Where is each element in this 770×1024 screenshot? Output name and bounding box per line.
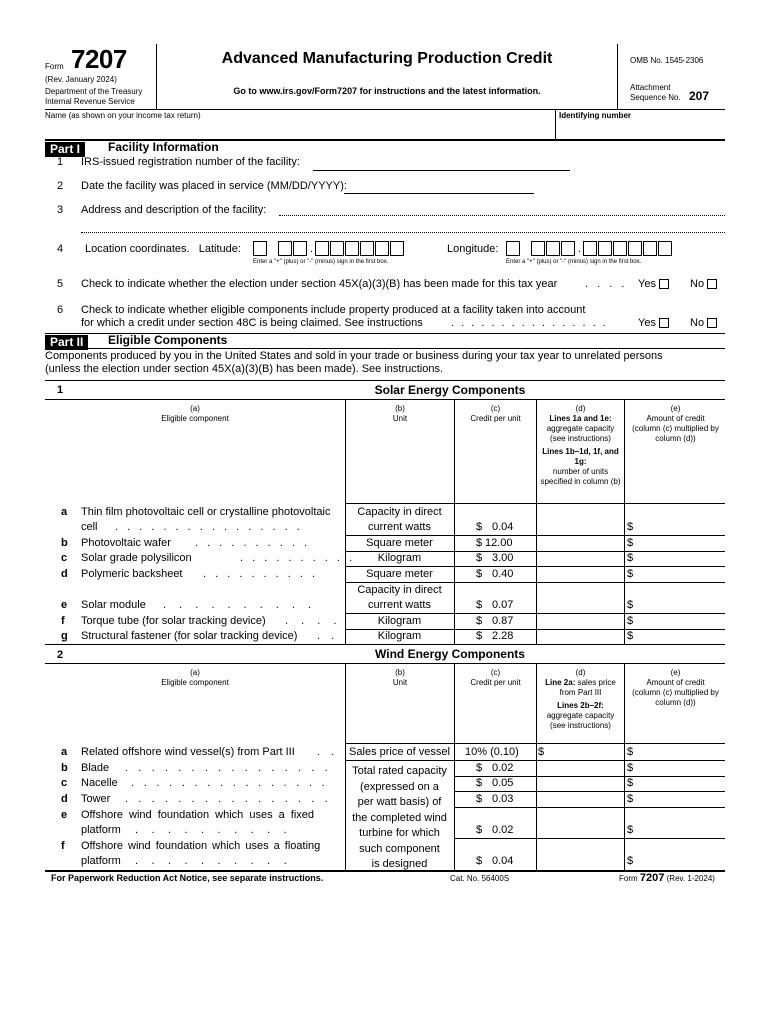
dot-leader: . . . . . . . . . . [135,824,292,836]
dollar-sign: $ [476,615,483,627]
line6-text-cont: for which a credit under section 48C is being claimed. See instructions [81,317,423,329]
col-a-text: (a) Eligible component [161,404,229,423]
col-e-label: (e) [670,404,681,413]
footer-form-number: 7207 [639,872,665,884]
col-a-text: (a) Eligible component [161,668,229,687]
dollar-sign: $ [476,552,483,564]
solar-row-a-credit: 0.04 [492,521,514,533]
yes-label: Yes [638,278,656,290]
no-label: No [690,317,705,329]
unit-line: is designed [371,858,428,870]
footer-form-id [619,872,715,884]
dot-leader: . . . . [285,615,342,627]
row-letter: f [61,615,65,627]
solar-row-c-text: Solar grade polysilicon [81,552,192,564]
row-letter: a [61,746,68,758]
registration-number-field[interactable] [313,170,570,171]
name-row [45,110,725,140]
revision-date: (Rev. January 2024) [45,75,117,84]
latitude-digit[interactable] [360,241,374,256]
dollar-sign: $ [476,777,483,789]
name-field[interactable] [45,121,553,139]
sequence-number: 207 [689,89,710,103]
col-b-text: (b) Unit [392,668,408,687]
solar-row-c-col-d-field[interactable] [537,551,623,566]
solar-row-b-col-e-field[interactable] [635,536,725,551]
wind-row-a-text: Related offshore wind vessel(s) from Part III [81,746,295,758]
wind-row-c-col-d-field[interactable] [537,776,623,791]
solar-row-f-credit: 0.87 [492,615,514,627]
longitude-digit[interactable] [613,241,627,256]
row-letter: e [61,809,68,821]
col-b-text: (b) Unit [392,404,408,423]
col-d-line1: Line 2a: [545,678,576,687]
dollar-sign: $ [476,855,483,867]
dollar-sign: $ [476,599,483,611]
part2-label: Part II [45,335,88,350]
longitude-boxes[interactable]: . [506,240,673,258]
dollar-sign: $ [627,746,634,758]
col-c-text: (c) Credit per unit [470,668,521,687]
dollar-sign: $ [476,537,483,549]
dollar-sign: $ [627,777,634,789]
placed-in-service-date-field[interactable] [344,193,534,194]
wind-row-e-text: Offshore wind foundation which uses a fixed [81,809,315,821]
col-d-desc1: aggregate capacity (see instructions) [546,424,615,443]
dollar-sign: $ [627,824,634,836]
row-letter: a [61,506,68,518]
dot-leader: . . . . . . . . . . [135,855,292,867]
dollar-sign: $ [627,568,634,580]
department: Department of the Treasury [45,87,143,96]
form-word: Form [45,62,64,71]
footer-form-word: Form [619,874,638,883]
wind-row-e-credit: 0.02 [492,824,514,836]
part2-title: Eligible Components [108,333,228,347]
solar-row-f-col-e-field[interactable] [635,614,725,629]
solar-row-a-col-e-field[interactable] [635,520,725,535]
solar-row-e-col-e-field[interactable] [635,598,725,613]
solar-row-g-credit: 2.28 [492,630,514,642]
form-id-block [45,44,157,110]
solar-row-a-unit: Capacity in direct [357,506,442,518]
attachment-label: Attachment [630,83,671,92]
solar-row-a-text2: cell [81,521,98,533]
line2-text: Date the facility was placed in service (MM/DD/YYYY): [81,180,347,192]
wind-col-c-header [456,668,535,688]
part1-title: Facility Information [108,140,219,154]
solar-col-b-header [347,404,453,424]
paperwork-notice: For Paperwork Reduction Act Notice, see separate instructions. [51,873,324,883]
col-d-label: (d) [575,668,586,677]
line6-no[interactable] [690,317,717,329]
dot-leader: . . . . . . . . . . . . . . . . [125,793,332,805]
col-e-title: Amount of credit [646,678,705,687]
latitude-digit[interactable] [278,241,292,256]
dollar-sign: $ [627,630,634,642]
dot-leader: . . . . . . . . . . [163,599,317,611]
dot-leader: . . . . . . . . . . . . . . . . [131,777,329,789]
form-page [45,44,725,884]
line-num: 5 [57,278,64,290]
dot-leader: . . . . . . . . . . . . . . . . [451,317,608,329]
unit-line: (expressed on a [360,780,439,793]
omb-number: OMB No. 1545-2306 [630,56,704,65]
solar-row-g-col-e-field[interactable] [635,629,725,644]
wind-row-e-text2: platform [81,824,121,836]
col-e-desc: (column (c) multiplied by column (d)) [632,688,719,707]
solar-row-a-unit2: current watts [368,521,431,533]
dot-leader: . . . . . . . . . . . . . . . . [115,521,303,533]
col-e-label: (e) [670,668,681,677]
yes-label: Yes [638,317,656,329]
name-label: Name (as shown on your income tax return) [45,111,201,120]
unit-line: Total rated capacity [352,765,447,777]
line6-yes-checkbox[interactable] [659,318,669,328]
solar-row-f-unit: Kilogram [377,615,422,627]
wind-row-c-col-e-field[interactable] [635,776,725,791]
latitude-digit[interactable] [315,241,329,256]
part1-heading [45,140,725,155]
longitude-digit[interactable] [531,241,545,256]
dot-leader: . . . . . . . . . . [195,537,311,549]
col-d-line2: Lines 1b–1d, 1f, and 1g: [542,447,619,466]
part2-intro-2: (unless the election under section 45X(a)(3)(B) has been made). See instructions. [45,363,444,375]
dollar-sign: $ [627,552,634,564]
wind-col-e-header [626,668,725,708]
instructions-link[interactable]: Go to www.irs.gov/Form7207 for instructions and the latest information. [233,86,541,96]
longitude-sign-box[interactable] [506,241,520,256]
form-title: Advanced Manufacturing Production Credit [221,50,553,67]
wind-row-a-credit: 10% (0.10) [465,746,519,758]
dot-leader: . . . . . . . . . . [240,552,356,564]
line6-text: Check to indicate whether eligible components include property produced at a facility taken into account [81,304,586,316]
row-letter: b [61,762,68,774]
dollar-sign: $ [627,521,634,533]
line3-text: Address and description of the facility: [81,204,267,216]
col-d-desc1: sales price from Part III [559,678,616,697]
wind-section-title: Wind Energy Components [375,647,525,661]
wind-row-f-col-e-field[interactable] [635,854,725,869]
row-letter: e [61,599,68,611]
latitude-digit[interactable] [345,241,359,256]
solar-row-e-col-d-field[interactable] [537,598,623,613]
dollar-sign: $ [476,521,483,533]
wind-col-d-header [538,668,623,731]
line1-text: IRS-issued registration number of the facility: [81,156,300,168]
unit-line: turbine for which [359,827,440,839]
wind-row-f-text: Offshore wind foundation which uses a floating [81,840,321,852]
wind-row-d-col-d-field[interactable] [537,792,623,807]
wind-row-a-unit: Sales price of vessel [349,746,450,758]
wind-row-b-col-e-field[interactable] [635,761,725,776]
wind-row-a-col-e-field[interactable] [635,745,725,760]
latitude-sign-box[interactable] [253,241,267,256]
part2-intro-1: Components produced by you in the United States and sold in your trade or business during your tax year to unrelated persons [45,350,663,362]
sequence-label: Sequence No. [630,93,681,102]
no-label: No [690,278,705,290]
dot-leader: . . [317,630,339,642]
solar-row-g-unit: Kilogram [377,630,422,642]
dot-leader: . . . . [585,278,628,290]
solar-row-e-text: Solar module [81,599,146,611]
latitude-boxes[interactable]: . [253,240,405,258]
wind-row-c-text: Nacelle [81,777,118,789]
address-field-2[interactable] [81,232,725,233]
solar-row-f-col-d-field[interactable] [537,614,623,629]
identifying-number-field[interactable] [559,121,723,139]
dollar-sign: $ [627,599,634,611]
solar-col-a-header [95,404,295,424]
wind-col-a-header [95,668,295,688]
dollar-sign: $ [476,762,483,774]
solar-row-d-unit: Square meter [366,568,433,580]
solar-row-c-credit: 3.00 [492,552,514,564]
solar-row-a-col-d-field[interactable] [537,520,623,535]
col-e-desc: (column (c) multiplied by column (d)) [632,424,719,443]
col-d-line1: Lines 1a and 1e: [549,414,612,423]
solar-col-c-header [456,404,535,424]
row-letter: f [61,840,65,852]
wind-row-b-text: Blade [81,762,110,774]
omb-block [617,44,725,110]
longitude-sign-note: Enter a "+" (plus) or "-" (minus) sign in the first box. [506,259,642,265]
dollar-sign: $ [627,615,634,627]
row-letter: d [61,568,68,580]
dollar-sign: $ [476,824,483,836]
solar-row-b-unit: Square meter [366,537,433,549]
row-letter: b [61,537,68,549]
line5-no-checkbox[interactable] [707,279,717,289]
dollar-sign: $ [538,746,545,758]
unit-line: per watt basis) of [357,796,442,808]
line-num: 3 [57,204,64,216]
dot-leader: . . . . . . . . . . . . . . . . [125,762,332,774]
wind-row-a-col-d-field[interactable] [545,745,623,760]
col-d-label: (d) [575,404,586,413]
line5-no[interactable] [690,278,717,290]
wind-row-f-text2: platform [81,855,121,867]
line-num: 4 [57,243,64,255]
solar-row-e-unit2: current watts [368,599,431,611]
unit-line: the completed wind [352,811,447,824]
unit-line: such component [359,842,440,855]
section2-num: 2 [57,649,64,661]
wind-row-d-col-e-field[interactable] [635,792,725,807]
solar-row-f-text: Torque tube (for solar tracking device) [81,615,266,627]
address-field-1[interactable] [279,215,725,216]
dot-leader: . . . . . . . . . . [203,568,319,580]
col-d-desc2: aggregate capacity (see instructions) [546,711,615,730]
line-num: 2 [57,180,64,192]
solar-row-e-credit: 0.07 [492,599,514,611]
latitude-digit[interactable] [390,241,404,256]
solar-col-d-header [538,404,623,487]
col-c-text: (c) Credit per unit [470,404,521,423]
wind-row-e-col-d-field[interactable] [537,823,623,838]
solar-row-d-text: Polymeric backsheet [81,568,183,580]
col-d-line2: Lines 2b–2f: [557,701,604,710]
solar-row-g-col-d-field[interactable] [537,629,623,644]
wind-row-d-credit: 0.03 [492,793,514,805]
row-letter: c [61,552,68,564]
wind-row-f-credit: 0.04 [492,855,514,867]
latitude-digit[interactable] [375,241,389,256]
solar-section-title: Solar Energy Components [374,383,526,397]
wind-unit-block [345,764,454,873]
catalog-number: Cat. No. 56400S [450,874,510,883]
latitude-sign-note: Enter a "+" (plus) or "-" (minus) sign in the first box. [253,259,389,265]
wind-col-b-header [347,668,453,688]
solar-row-b-credit: 12.00 [485,537,513,549]
line-num: 1 [57,156,64,168]
part2-heading [45,333,725,348]
form-number: 7207 [71,44,127,74]
dollar-sign: $ [627,537,634,549]
row-letter: g [61,630,68,642]
line5-yes-checkbox[interactable] [659,279,669,289]
longitude-digit[interactable] [561,241,575,256]
line6-no-checkbox[interactable] [707,318,717,328]
wind-row-c-credit: 0.05 [492,777,514,789]
line6-yes[interactable] [638,317,669,329]
solar-row-d-col-d-field[interactable] [537,567,623,582]
line5-text: Check to indicate whether the election under section 45X(a)(3)(B) has been made for this tax year [81,278,558,290]
part1-label: Part I [45,142,85,157]
solar-row-c-unit: Kilogram [377,552,422,564]
solar-row-b-col-d-field[interactable] [537,536,623,551]
row-letter: d [61,793,68,805]
solar-row-d-col-e-field[interactable] [635,567,725,582]
dollar-sign: $ [476,568,483,580]
dollar-sign: $ [476,630,483,642]
solar-row-d-credit: 0.40 [492,568,514,580]
dollar-sign: $ [627,793,634,805]
solar-row-b-text: Photovoltaic wafer [81,537,171,549]
dot-leader: . . [317,746,339,758]
longitude-digit[interactable] [598,241,612,256]
solar-row-a-text: Thin film photovoltaic cell or crystalline photovoltaic [81,506,331,518]
line-num: 6 [57,304,64,316]
row-letter: c [61,777,68,789]
latitude-digit[interactable] [330,241,344,256]
solar-col-e-header [626,404,725,444]
id-label: Identifying number [559,111,631,120]
line4-text: Location coordinates. Latitude: [85,243,241,255]
longitude-digit[interactable] [628,241,642,256]
wind-row-e-col-e-field[interactable] [635,823,725,838]
wind-row-b-col-d-field[interactable] [537,761,623,776]
solar-row-c-col-e-field[interactable] [635,551,725,566]
col-e-title: Amount of credit [646,414,705,423]
wind-row-f-col-d-field[interactable] [537,854,623,869]
dollar-sign: $ [627,855,634,867]
dollar-sign: $ [476,793,483,805]
col-d-desc2: number of units specified in column (b) [540,467,621,486]
agency: Internal Revenue Service [45,97,135,106]
dollar-sign: $ [627,762,634,774]
solar-row-e-unit: Capacity in direct [357,584,442,596]
wind-row-d-text: Tower [81,793,111,805]
solar-row-g-text: Structural fastener (for solar tracking device) [81,630,298,642]
longitude-digit[interactable] [643,241,657,256]
longitude-label: Longitude: [447,243,499,255]
longitude-digit[interactable] [658,241,672,256]
longitude-digit[interactable] [583,241,597,256]
form-header [45,44,725,110]
footer-revision: (Rev. 1-2024) [666,874,715,883]
latitude-digit[interactable] [293,241,307,256]
section1-num: 1 [57,384,64,396]
longitude-digit[interactable] [546,241,560,256]
line5-yes[interactable] [638,278,669,290]
wind-row-b-credit: 0.02 [492,762,514,774]
